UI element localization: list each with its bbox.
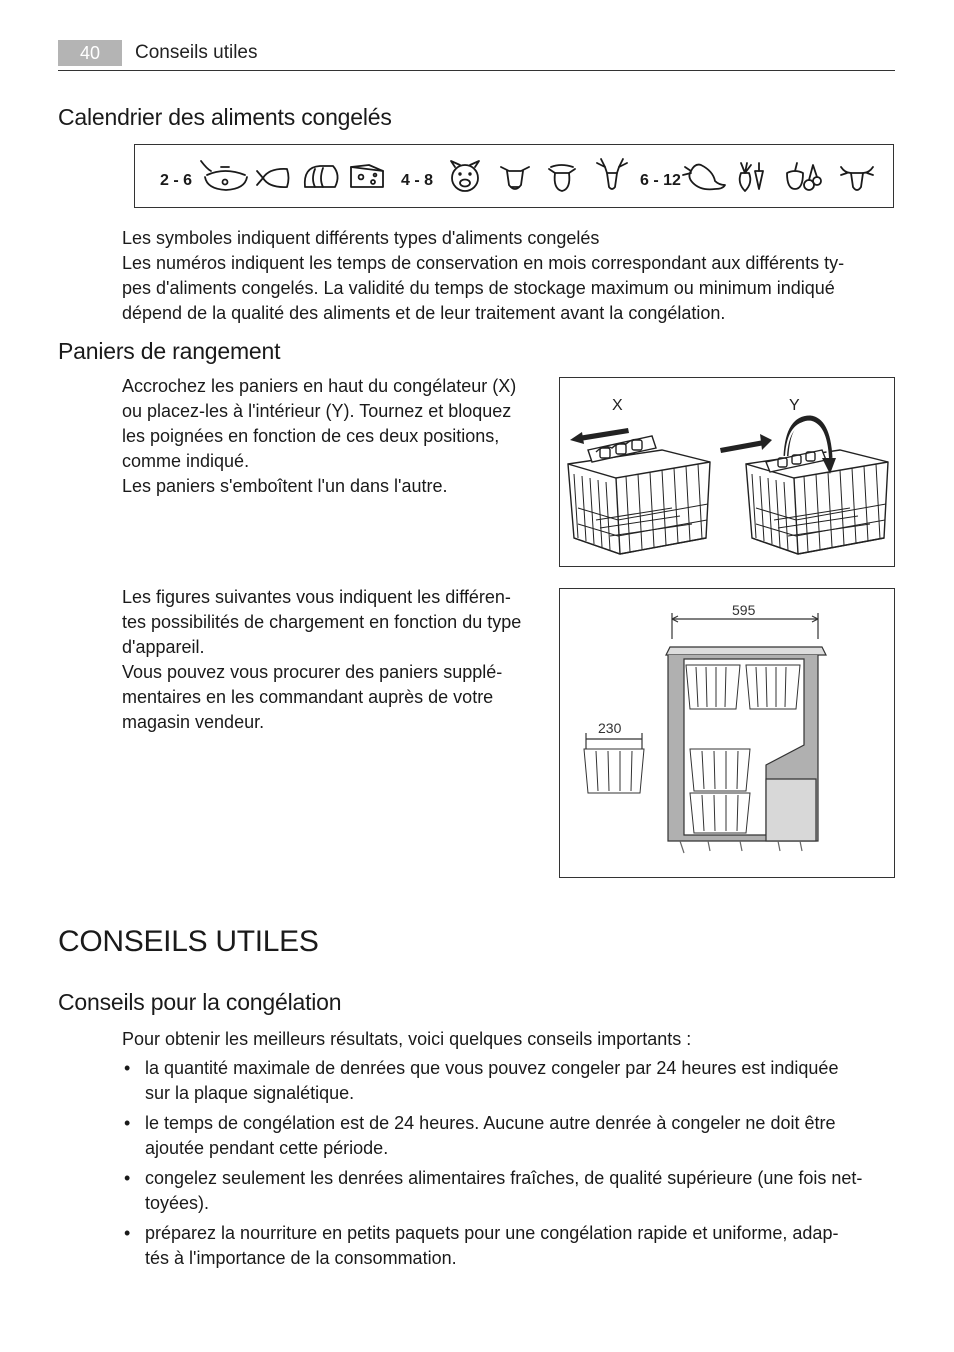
calendar-desc-line: dépend de la qualité des aliments et de leur traitement avant la congélation. (122, 303, 726, 323)
bread-icon (305, 166, 338, 187)
baskets-paragraph-2 (122, 585, 521, 735)
poultry-icon (683, 165, 725, 190)
tip-line: la quantité maximale de denrées que vous pouvez congeler par 24 heures est indiquée (145, 1058, 839, 1078)
tip-line: congelez seulement les denrées alimentaires fraîches, de qualité supérieure (une fois net- (145, 1168, 863, 1188)
arrow-right-icon (720, 434, 772, 453)
baskets-heading: Paniers de rangement (58, 338, 281, 364)
baskets-p1-line: Les paniers s'emboîtent l'un dans l'autre. (122, 476, 448, 496)
baskets-p2-line: Vous pouvez vous procurer des paniers supplé- (122, 662, 503, 682)
basket-positions-figure (559, 377, 895, 567)
cow-head-icon (841, 167, 873, 190)
baskets-p2-line: tes possibilités de chargement en fonction du type (122, 612, 522, 632)
deer-head-icon (597, 159, 627, 189)
bullet-icon: • (124, 1113, 131, 1133)
page-number: 40 (58, 40, 122, 66)
basket-positions-drawing (560, 378, 894, 566)
main-title: CONSEILS UTILES (58, 925, 319, 958)
calf-head-icon (501, 167, 529, 189)
tip-line: sur la plaque signalétique. (145, 1083, 355, 1103)
baskets-paragraph-1 (122, 374, 516, 499)
calendar-desc-line: pes d'aliments congelés. La validité du temps de stockage maximum ou minimum indiqué (122, 278, 835, 298)
position-x-label: X (612, 397, 623, 414)
loading-layout-drawing (560, 589, 894, 877)
sausage-icon (257, 169, 289, 187)
soup-pot-icon (201, 161, 247, 190)
baskets-p1-line: Accrochez les paniers en haut du congélateur (X) (122, 376, 517, 396)
tip-item (122, 1111, 894, 1161)
calendar-label-2: 4 - 8 (401, 172, 434, 189)
tips-heading: Conseils pour la congélation (58, 989, 342, 1015)
tip-item (122, 1166, 894, 1216)
baskets-p1-line: les poignées en fonction de ces deux positions, (122, 426, 500, 446)
baskets-p1-line: ou placez-les à l'intérieur (Y). Tournez et bloquez (122, 401, 512, 421)
calendar-description (122, 226, 844, 326)
basket-y-drawing (746, 450, 888, 554)
position-y-label: Y (789, 397, 800, 414)
baskets-p2-line: magasin vendeur. (122, 712, 265, 732)
baskets-p2-line: mentaires en les commandant auprès de votre (122, 687, 494, 707)
frozen-food-calendar (134, 144, 894, 208)
loading-layout-figure (559, 588, 895, 878)
cheese-icon (351, 165, 383, 187)
calendar-label-3: 6 - 12 (640, 172, 681, 189)
running-header: Conseils utiles (135, 42, 258, 63)
basket-dimension-label: 230 (598, 720, 622, 736)
tips-intro: Pour obtenir les meilleurs résultats, voici quelques conseils importants : (122, 1029, 692, 1049)
calendar-desc-line: Les symboles indiquent différents types d'aliments congelés (122, 228, 600, 248)
pig-head-icon (451, 161, 479, 191)
tip-line: toyées). (145, 1193, 210, 1213)
fruit-icon (787, 163, 821, 190)
vegetables-icon (740, 163, 763, 191)
tip-item (122, 1056, 894, 1106)
tip-line: ajoutée pendant cette période. (145, 1138, 389, 1158)
arrow-left-icon (570, 428, 629, 444)
calendar-label-1: 2 - 6 (160, 172, 193, 189)
tip-line: tés à l'importance de la consommation. (145, 1248, 457, 1268)
basket-x-drawing (568, 436, 710, 554)
tip-line: le temps de congélation est de 24 heures. Aucune autre denrée à congeler ne doit être (145, 1113, 836, 1133)
bullet-icon: • (124, 1058, 131, 1078)
calendar-symbols (135, 145, 893, 207)
tip-line: préparez la nourriture en petits paquets pour une congélation rapide et uniforme, adap- (145, 1223, 839, 1243)
baskets-p2-line: d'appareil. (122, 637, 205, 657)
bullet-icon: • (124, 1223, 131, 1243)
baskets-p1-line: comme indiqué. (122, 451, 250, 471)
header-rule (58, 70, 895, 71)
calendar-desc-line: Les numéros indiquent les temps de conservation en mois correspondant aux différents ty- (122, 253, 845, 273)
loose-basket-drawing (584, 749, 644, 793)
width-dimension-label: 595 (732, 602, 756, 618)
bullet-icon: • (124, 1168, 131, 1188)
baskets-p2-line: Les figures suivantes vous indiquent les différen- (122, 587, 511, 607)
sheep-head-icon (549, 165, 575, 191)
tips-list (122, 1056, 894, 1276)
tip-item (122, 1221, 894, 1271)
calendar-heading: Calendrier des aliments congelés (58, 104, 392, 130)
